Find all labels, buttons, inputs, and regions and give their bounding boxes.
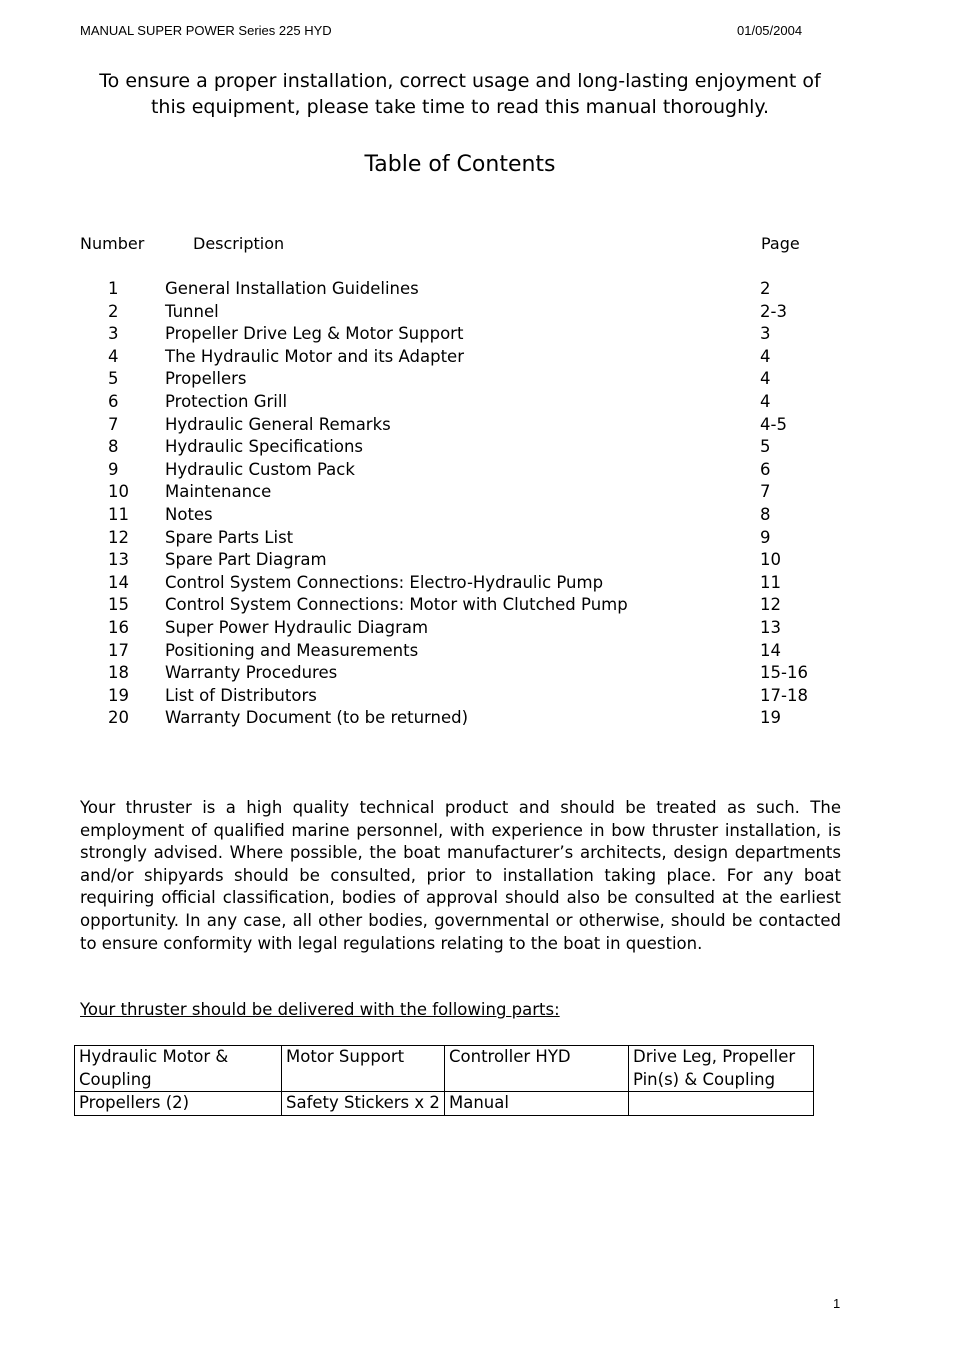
toc-row — [0, 459, 954, 482]
toc-entry-description: Hydraulic Specifications — [165, 437, 364, 457]
parts-row — [75, 1046, 814, 1092]
body-text-after: with experience in bow thruster installation, is strongly advised. Where possible, the boat manufacturer’s architects, design departments and/or shipyards should be consulted, prior to installation taking place. For any boat requiring official classification, bodies of approval should also be consulted at the earliest opportunity. In any case, all other bodies, governmental or otherwise, should be contacted to ensure conformity with legal regulations relating to the boat in question. — [80, 820, 841, 953]
toc-entry-page: 3 — [760, 324, 771, 344]
toc-row — [0, 323, 954, 346]
toc-entry-description: Hydraulic Custom Pack — [165, 459, 355, 479]
toc-entry-description: Spare Part Diagram — [165, 550, 327, 570]
body-text-emphasis: qualified marine personnel, — [213, 820, 444, 840]
toc-entry-page: 10 — [760, 550, 781, 570]
toc-entry-page: 2 — [760, 279, 771, 298]
toc-row — [0, 662, 954, 685]
toc-entry-description: Super Power Hydraulic Diagram — [165, 617, 429, 637]
toc-entry-page: 17-18 — [760, 685, 808, 705]
parts-cell: Motor Support — [282, 1046, 445, 1092]
toc-entry-description: Spare Parts List — [165, 527, 294, 547]
toc-column-number: Number — [80, 234, 145, 253]
toc-row — [0, 391, 954, 414]
document-header-date: 01/05/2004 — [737, 23, 803, 38]
toc-column-description: Description — [193, 234, 285, 253]
toc-row — [0, 436, 954, 459]
toc-entry-page: 15-16 — [760, 663, 808, 683]
parts-cell: Drive Leg, Propeller Pin(s) & Coupling — [629, 1046, 814, 1092]
parts-cell: Safety Stickers x 2 — [282, 1092, 445, 1116]
intro-paragraph: To ensure a proper installation, correct usage and long-lasting enjoyment of this equipment, please take time to read this manual thoroughly. — [99, 70, 821, 118]
toc-entry-number: 20 — [108, 708, 129, 728]
toc-entry-number: 14 — [108, 572, 129, 592]
toc-entry-description: Control System Connections: Electro-Hydraulic Pump — [165, 572, 604, 592]
toc-entry-number: 3 — [108, 324, 119, 344]
toc-entry-number: 6 — [108, 391, 119, 411]
toc-list — [0, 278, 954, 730]
toc-entry-number: 5 — [108, 369, 119, 389]
toc-entry-number: 11 — [108, 504, 129, 524]
toc-entry-number: 7 — [108, 414, 119, 434]
toc-row — [0, 685, 954, 708]
toc-entry-number: 8 — [108, 437, 119, 457]
toc-entry-number: 17 — [108, 640, 129, 660]
parts-table — [74, 1045, 814, 1116]
toc-entry-description: Hydraulic General Remarks — [165, 414, 391, 434]
toc-title: Table of Contents — [364, 152, 556, 177]
toc-entry-page: 13 — [760, 617, 781, 637]
toc-row — [0, 278, 954, 301]
toc-entry-description: Propeller Drive Leg & Motor Support — [165, 324, 464, 344]
toc-entry-number: 13 — [108, 550, 129, 570]
toc-entry-page: 12 — [760, 595, 781, 615]
toc-row — [0, 414, 954, 437]
toc-row — [0, 707, 954, 730]
toc-entry-description: Tunnel — [165, 301, 219, 321]
toc-row — [0, 640, 954, 663]
toc-entry-number: 9 — [108, 459, 119, 479]
toc-entry-page: 4 — [760, 391, 771, 411]
toc-entry-description: Propellers — [165, 369, 247, 389]
toc-entry-page: 11 — [760, 572, 781, 592]
toc-row — [0, 527, 954, 550]
toc-entry-page: 5 — [760, 437, 771, 457]
toc-row — [0, 572, 954, 595]
toc-row — [0, 504, 954, 527]
toc-entry-number: 1 — [108, 279, 119, 298]
page-number: 1 — [833, 1296, 841, 1311]
parts-cell: Controller HYD — [445, 1046, 629, 1092]
toc-entry-description: List of Distributors — [165, 685, 317, 705]
toc-entry-description: Protection Grill — [165, 391, 288, 411]
parts-heading: Your thruster should be delivered with the following parts: — [80, 1000, 560, 1019]
toc-entry-page: 4-5 — [760, 414, 787, 434]
toc-entry-number: 12 — [108, 527, 129, 547]
toc-entry-page: 19 — [760, 708, 781, 728]
toc-entry-page: 4 — [760, 346, 771, 366]
toc-entry-number: 16 — [108, 617, 129, 637]
toc-entry-page: 6 — [760, 459, 771, 479]
toc-entry-page: 2-3 — [760, 301, 787, 321]
toc-row — [0, 481, 954, 504]
toc-entry-page: 8 — [760, 504, 771, 524]
toc-entry-description: Positioning and Measurements — [165, 640, 419, 660]
toc-entry-number: 19 — [108, 685, 129, 705]
toc-column-page: Page — [761, 234, 800, 253]
toc-row — [0, 368, 954, 391]
body-text-before: Your thruster is a high quality technical product and should be treated as such. The employment of — [80, 798, 841, 840]
toc-entry-description: Warranty Document (to be returned) — [165, 708, 469, 728]
parts-cell — [629, 1092, 814, 1116]
toc-entry-description: Control System Connections: Motor with Clutched Pump — [165, 595, 628, 615]
document-header-title: MANUAL SUPER POWER Series 225 HYD — [80, 23, 332, 38]
toc-entry-description: Notes — [165, 504, 213, 524]
toc-entry-page: 14 — [760, 640, 781, 660]
toc-entry-page: 9 — [760, 527, 771, 547]
toc-entry-description: The Hydraulic Motor and its Adapter — [165, 346, 464, 366]
parts-cell: Manual — [445, 1092, 629, 1116]
toc-entry-page: 7 — [760, 482, 771, 502]
toc-entry-number: 2 — [108, 301, 119, 321]
body-paragraph — [80, 797, 841, 955]
toc-row — [0, 301, 954, 324]
toc-row — [0, 617, 954, 640]
toc-entry-description: Warranty Procedures — [165, 663, 338, 683]
toc-entry-number: 18 — [108, 663, 129, 683]
parts-cell: Propellers (2) — [75, 1092, 282, 1116]
toc-entry-number: 10 — [108, 482, 129, 502]
toc-entry-description: General Installation Guidelines — [165, 279, 419, 298]
toc-entry-description: Maintenance — [165, 482, 272, 502]
toc-row — [0, 549, 954, 572]
toc-entry-number: 15 — [108, 595, 129, 615]
toc-row — [0, 594, 954, 617]
parts-cell: Hydraulic Motor & Coupling — [75, 1046, 282, 1092]
parts-row — [75, 1092, 814, 1116]
toc-row — [0, 346, 954, 369]
toc-entry-page: 4 — [760, 369, 771, 389]
toc-entry-number: 4 — [108, 346, 119, 366]
